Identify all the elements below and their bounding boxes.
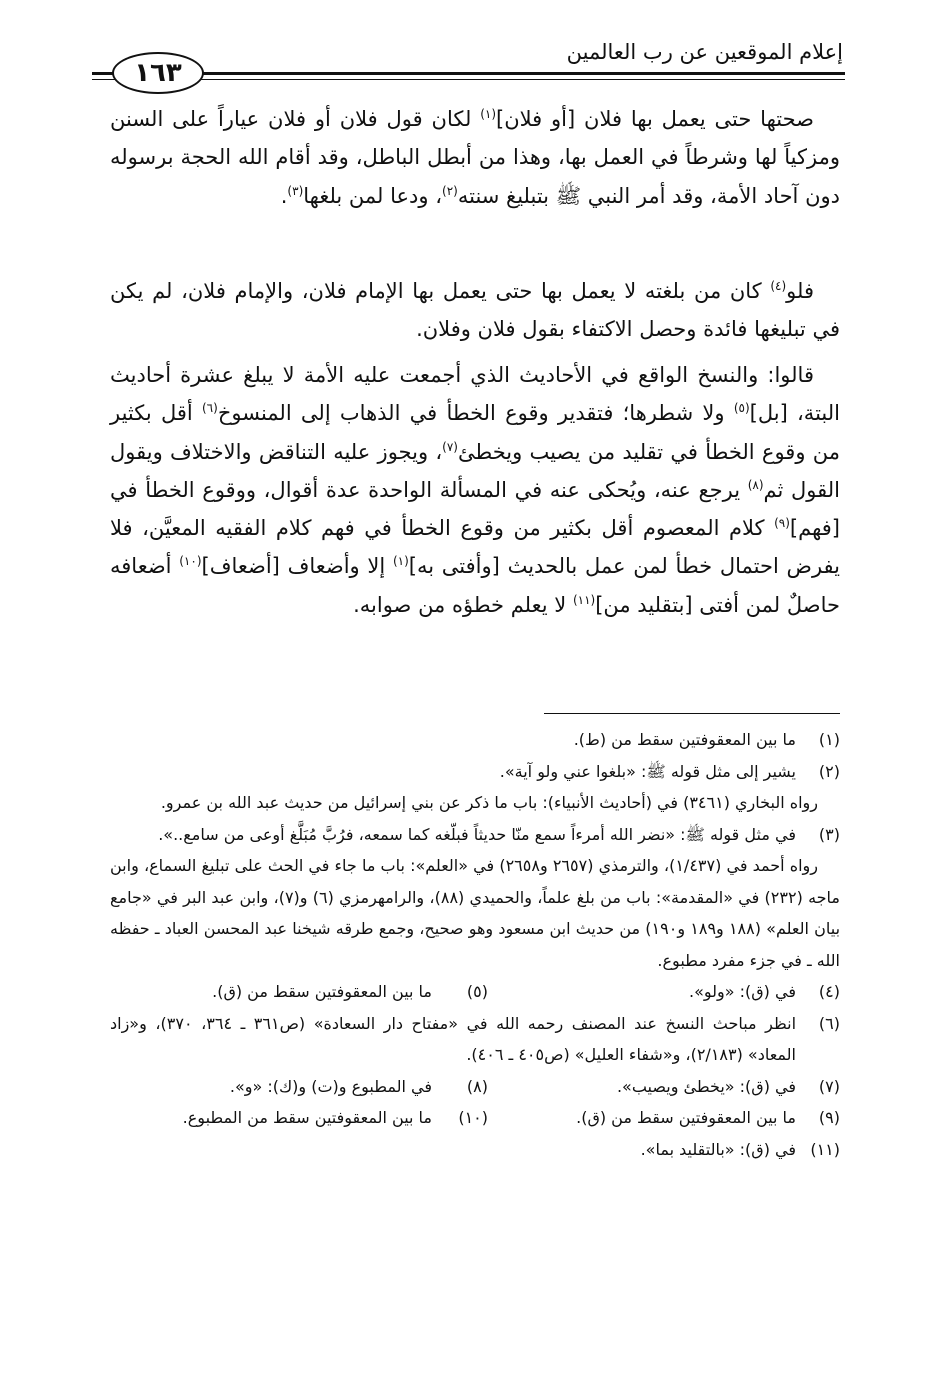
footnote-number: (٤) (818, 982, 840, 1001)
text-run: قالوا: والنسخ الواقع في الأحاديث الذي أجمعت عليه الأمة لا يبلغ عشرة أحاديث البتة، [بل] (110, 363, 840, 426)
body-paragraph-3 (110, 356, 840, 624)
footnote-1 (110, 724, 840, 756)
footnote-marker: (٢) (442, 183, 458, 198)
footnote-text: انظر مباحث النسخ عند المصنف رحمه الله في «مفتاح دار السعادة» (ص٣٦١ ـ ٣٦٤، ٣٧٠)، و«زاد المعاد» (٢/١٨٣)، و«شفاء العليل» (ص٤٠٥ ـ ٤٠٦). (110, 1013, 797, 1064)
footnote-number: (١) (818, 730, 840, 749)
footnote-row-7-8 (110, 1071, 840, 1103)
text-run: فلو (786, 279, 814, 303)
footnote-text: في المطبوع و(ت) و(ك): «و». (229, 1076, 432, 1096)
text-run: صحتها حتى يعمل بها فلان [أو فلان] (496, 107, 814, 131)
body-paragraph-1 (110, 100, 840, 215)
header-rule-thin (92, 79, 845, 80)
text-run: أضعافه حاصلٌ لمن أفتى [بتقليد من] (110, 554, 840, 617)
footnote-row-9-10 (110, 1102, 840, 1134)
footnote-marker: (١٠) (179, 554, 202, 569)
footnote-marker: (٥) (733, 401, 750, 416)
text-run: ، ودعا لمن بلغها (303, 183, 443, 208)
footnote-number: (٩) (818, 1108, 840, 1127)
body-paragraph-2 (110, 272, 840, 349)
footnote-text: ما بين المعقوفتين سقط من (ق). (212, 982, 432, 1001)
footnote-text: ما بين المعقوفتين سقط من (ق). (576, 1108, 796, 1127)
footnote-marker: (٤) (770, 279, 787, 293)
footnote-marker: (١) (480, 107, 497, 121)
footnote-number: (٨) (466, 1076, 488, 1096)
footnote-text: في مثل قوله ﷺ: «نضر الله أمرءاً سمع منّا حديثاً فبلّغه كما سمعه، فرُبَّ مُبَلَّغ أوعى من سامع..». (158, 824, 796, 844)
footnote-text: ما بين المعقوفتين سقط من المطبوع. (182, 1108, 432, 1127)
footnote-marker: (٣) (287, 183, 304, 198)
footnote-marker: (١١) (572, 592, 596, 607)
footnote-marker: (١) (392, 554, 409, 569)
footnote-text: يشير إلى مثل قوله ﷺ: «بلغوا عني ولو آية». (499, 761, 796, 781)
text-run: أقل بكثير من وقوع الخطأ في تقليد من يصيب ويخطئ (110, 401, 840, 464)
footnote-text: في (ق): «بالتقليد بما». (640, 1139, 796, 1159)
text-run: ، ويجوز عليه التناقض والاختلاف ويقول القول ثم (110, 439, 840, 502)
text-run: لا يعلم خطؤه من صوابه. (353, 592, 573, 617)
text-run: لكان قول فلان أو فلان عياراً على السنن ومزكياً لها وشرطاً في العمل بها، وهذا من أبطل الباطل، وقد أقام الله الحجة برسوله دون آحاد الأمة، وقد أمر النبي ﷺ بتبليغ سنته (110, 107, 840, 208)
text-run: يرجع عنه، ويُحكى عنه في المسألة الواحدة عدة أقوال، ووقوع الخطأ في [فهم] (110, 477, 840, 541)
footnote-marker: (٨) (747, 477, 764, 492)
page-number-oval (112, 52, 204, 94)
running-header-title: إعلام الموقعين عن رب العالمين (566, 40, 843, 64)
footnote-text: في (ق): «يخطئ ويصيب». (616, 1076, 796, 1096)
text-run: كلام المعصوم أقل بكثير من وقوع الخطأ في فهم كلام الفقيه المعيَّن، فلا يفرض احتمال خطأ لمن عمل بالحديث [وأفتى به] (110, 516, 841, 579)
footnote-row-4-5 (110, 976, 840, 1008)
footnote-6 (110, 1008, 840, 1071)
footnote-text: ما بين المعقوفتين سقط من (ط). (573, 730, 796, 749)
footnote-number: (٥) (466, 982, 488, 1001)
footnote-marker: (٧) (442, 439, 458, 454)
header-rule-thick (92, 72, 845, 75)
text-run: إلا وأضعاف [أضعاف] (201, 554, 393, 579)
footnotes (110, 724, 840, 1165)
footnote-number: (٧) (818, 1076, 840, 1096)
page-number: ١٦٣ (134, 58, 182, 88)
text-run: ولا شطرها؛ فتقدير وقوع الخطأ في الذهاب إلى المنسوخ (217, 401, 734, 426)
footnote-2 (110, 756, 840, 788)
footnote-number: (١١) (810, 1139, 840, 1159)
text-run: . (280, 183, 288, 208)
footnote-number: (٣) (818, 824, 840, 844)
footnote-marker: (٦) (201, 401, 218, 416)
footnote-3-source: رواه أحمد في (١/٤٣٧)، والترمذي (٢٦٥٧ و٢٦٥٨) في «العلم»: باب ما جاء في الحث على تبليغ السماع، وابن ماجه (٢٣٢) في «المقدمة»: باب من بلغ علماً، والحميدي (٨٨)، والرامهرمزي (٦) و(٧)، وابن عبد البر في «جامع بيان العلم» (١٨٨ و١٨٩ و١٩٠) من حديث ابن مسعود وهو صحيح، وجمع طرقه شيخنا عبد المحسن العباد ـ حفظه الله ـ في جزء مفرد مطبوع. (110, 856, 841, 970)
footnote-number: (٦) (818, 1013, 840, 1033)
text-run: كان من بلغته لا يعمل بها حتى يعمل بها الإمام فلان، والإمام فلان، لم يكن في تبليغها فائدة وحصل الاكتفاء بقول فلان وفلان. (110, 279, 840, 342)
footnote-2-source: رواه البخاري (٣٤٦١) في (أحاديث الأنبياء): باب ما ذكر عن بني إسرائيل من حديث عبد الله بن عمرو. (160, 793, 818, 812)
footnote-separator (544, 713, 840, 714)
footnote-number: (١٠) (458, 1108, 488, 1127)
footnote-number: (٢) (818, 761, 840, 781)
footnote-3 (110, 819, 840, 851)
footnote-row-11 (110, 1134, 840, 1166)
footnote-marker: (٩) (774, 516, 790, 531)
footnote-text: في (ق): «ولو». (689, 982, 796, 1001)
